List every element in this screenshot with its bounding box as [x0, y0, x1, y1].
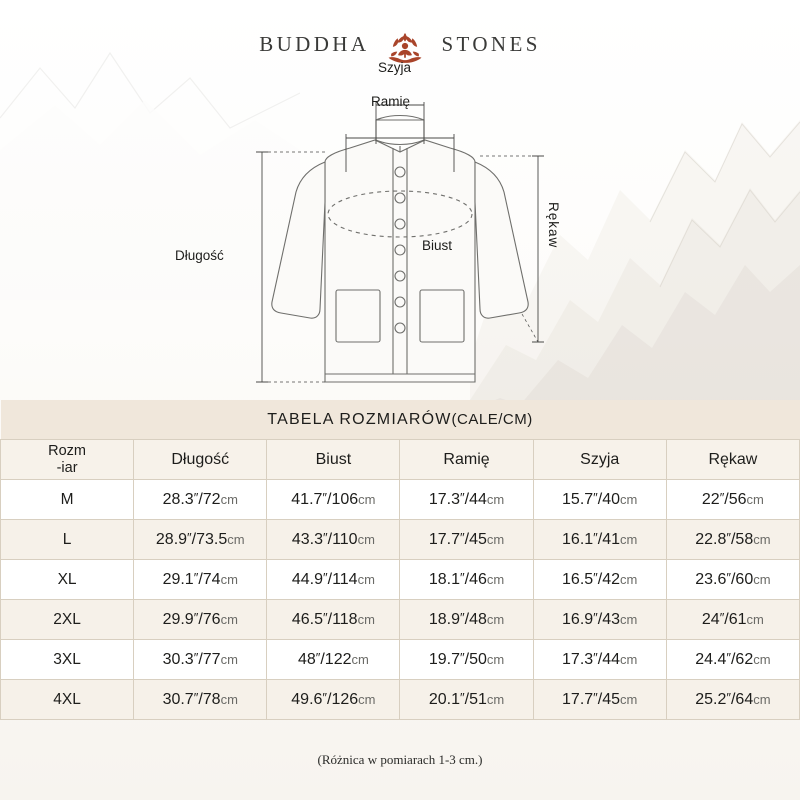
cell-neck: 17.7″/45cm — [533, 680, 666, 720]
cell-shoulder: 18.1″/46cm — [400, 560, 533, 600]
table-row — [1, 560, 800, 600]
size-table — [0, 400, 800, 720]
column-header-bust: Biust — [267, 440, 400, 480]
cell-neck: 17.3″/44cm — [533, 640, 666, 680]
cell-bust: 43.3″/110cm — [267, 520, 400, 560]
cell-sleeve: 23.6″/60cm — [666, 560, 799, 600]
cell-size: M — [1, 480, 134, 520]
table-title-main: TABELA ROZMIARÓW — [267, 410, 452, 428]
table-row — [1, 480, 800, 520]
cell-size: 3XL — [1, 640, 134, 680]
column-header-shoulder: Ramię — [400, 440, 533, 480]
cell-length: 28.9″/73.5cm — [134, 520, 267, 560]
table-row — [1, 680, 800, 720]
table-title-units: (CALE/CM) — [451, 410, 533, 428]
table-row — [1, 520, 800, 560]
diagram-label-neck: Szyja — [378, 60, 412, 75]
cell-length: 30.3″/77cm — [134, 640, 267, 680]
size-table-section — [0, 400, 800, 720]
column-header-size-line2: -iar — [56, 459, 78, 476]
cell-sleeve: 24.4″/62cm — [666, 640, 799, 680]
cell-shoulder: 19.7″/50cm — [400, 640, 533, 680]
cell-length: 29.1″/74cm — [134, 560, 267, 600]
cell-length: 28.3″/72cm — [134, 480, 267, 520]
measurement-note: (Różnica w pomiarach 1-3 cm.) — [317, 752, 483, 767]
cell-shoulder: 17.7″/45cm — [400, 520, 533, 560]
cell-neck: 16.5″/42cm — [533, 560, 666, 600]
cell-sleeve: 22.8″/58cm — [666, 520, 799, 560]
diagram-label-bust: Biust — [422, 238, 453, 253]
diagram-label-shoulder: Ramię — [371, 94, 411, 109]
cell-neck: 16.1″/41cm — [533, 520, 666, 560]
column-header-sleeve: Rękaw — [666, 440, 799, 480]
table-row — [1, 640, 800, 680]
cell-bust: 44.9″/114cm — [267, 560, 400, 600]
diagram-label-sleeve: Rękaw — [546, 202, 561, 249]
cell-size: XL — [1, 560, 134, 600]
cell-neck: 15.7″/40cm — [533, 480, 666, 520]
cell-sleeve: 22″/56cm — [666, 480, 799, 520]
table-title — [1, 400, 800, 440]
column-header-length: Długość — [134, 440, 267, 480]
cell-bust: 48″/122cm — [267, 640, 400, 680]
cell-bust: 49.6″/126cm — [267, 680, 400, 720]
cell-length: 30.7″/78cm — [134, 680, 267, 720]
cell-size: L — [1, 520, 134, 560]
cell-sleeve: 24″/61cm — [666, 600, 799, 640]
cell-sleeve: 25.2″/64cm — [666, 680, 799, 720]
cell-size: 2XL — [1, 600, 134, 640]
diagram-label-length: Długość — [175, 248, 224, 263]
column-header-size — [1, 440, 134, 480]
table-title-row — [1, 400, 800, 440]
cell-length: 29.9″/76cm — [134, 600, 267, 640]
column-header-neck: Szyja — [533, 440, 666, 480]
cell-bust: 46.5″/118cm — [267, 600, 400, 640]
table-row — [1, 600, 800, 640]
garment-diagram — [150, 52, 650, 397]
cell-size: 4XL — [1, 680, 134, 720]
cell-neck: 16.9″/43cm — [533, 600, 666, 640]
cell-shoulder: 20.1″/51cm — [400, 680, 533, 720]
column-header-size-line1: Rozm — [48, 442, 87, 459]
brand-word-right: STONES — [441, 31, 541, 56]
brand-word-left: BUDDHA — [259, 31, 370, 56]
cell-shoulder: 17.3″/44cm — [400, 480, 533, 520]
cell-bust: 41.7″/106cm — [267, 480, 400, 520]
table-header-row — [1, 440, 800, 480]
cell-shoulder: 18.9″/48cm — [400, 600, 533, 640]
